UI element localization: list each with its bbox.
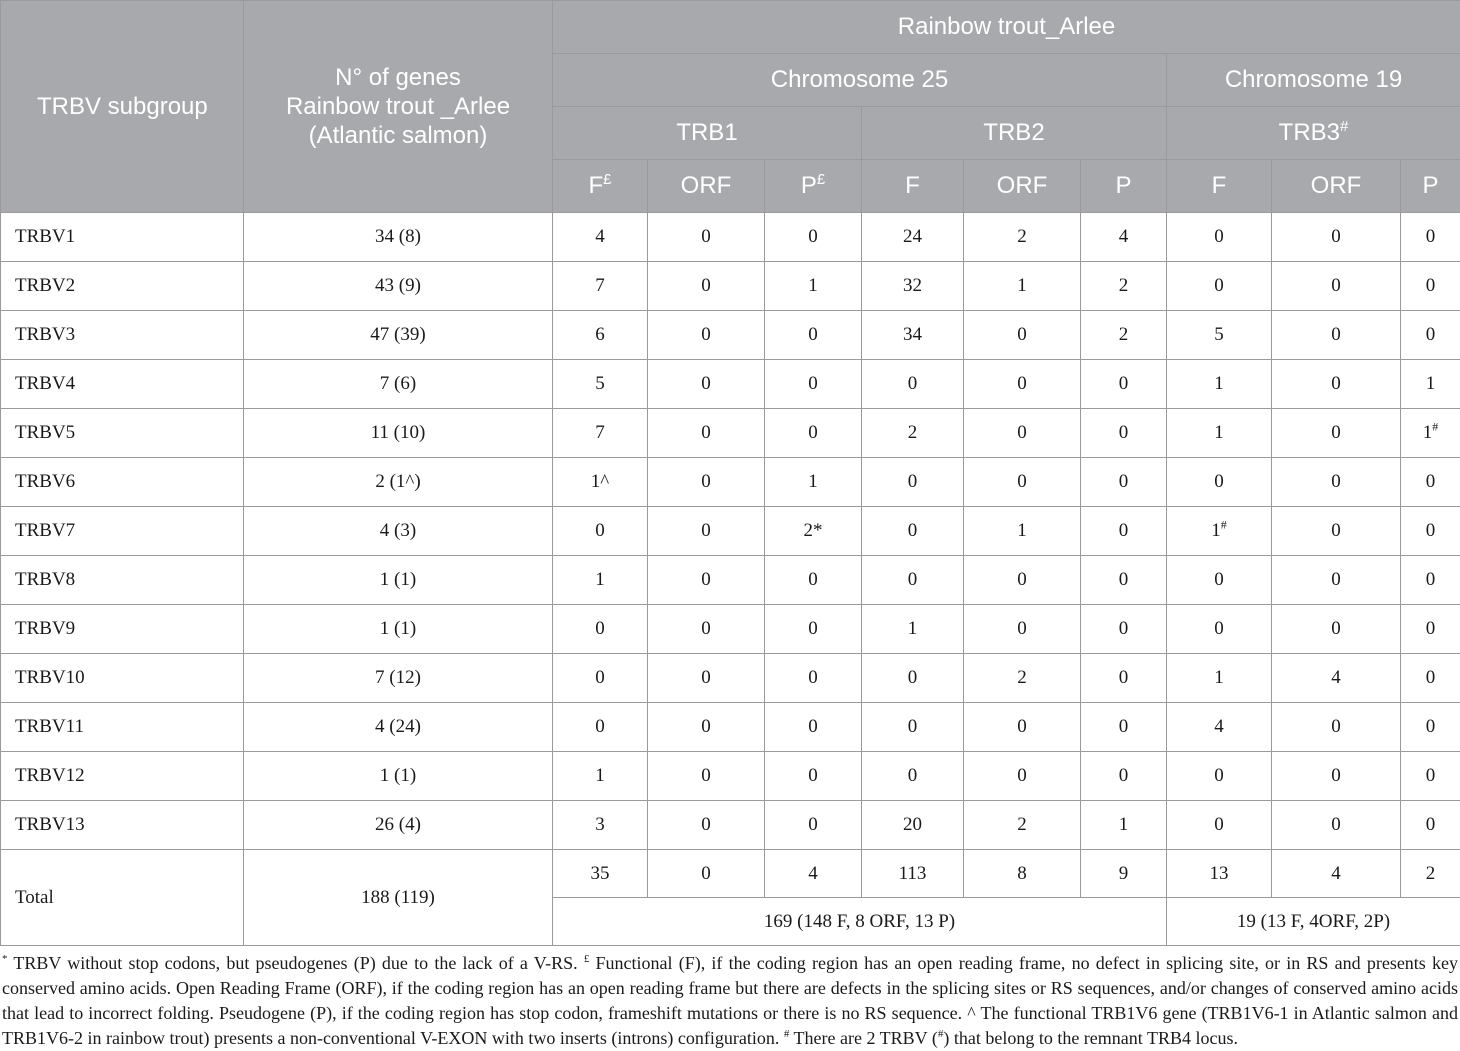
cell-trb2-orf: 1 [964,262,1081,311]
row-gene-count: 26 (4) [244,801,553,850]
cell-trb3-f: 0 [1167,262,1272,311]
row-subgroup: TRBV5 [1,409,244,458]
cell-trb1-p: 1 [765,458,862,507]
cell-trb2-f: 24 [862,213,964,262]
header-trb3-p: P [1401,160,1460,213]
table-row [1,213,1460,262]
cell-trb1-orf: 0 [648,703,765,752]
cell-trb1-orf: 0 [648,311,765,360]
cell-trb3-f: 1 [1167,360,1272,409]
cell-trb2-p: 0 [1081,556,1167,605]
cell-trb2-f: 0 [862,752,964,801]
table-row [1,752,1460,801]
row-subgroup: TRBV12 [1,752,244,801]
cell-trb2-f: 20 [862,801,964,850]
cell-trb2-orf: 2 [964,801,1081,850]
row-gene-count: 4 (24) [244,703,553,752]
cell-trb1-p: 0 [765,409,862,458]
header-trb2-orf: ORF [964,160,1081,213]
cell-trb2-orf: 0 [964,752,1081,801]
cell-trb3-orf: 0 [1272,311,1401,360]
chr19-summary: 19 (13 F, 4ORF, 2P) [1167,898,1460,946]
cell-trb1-orf: 0 [648,801,765,850]
header-subgroup: TRBV subgroup [1,1,244,213]
cell-trb3-f: 0 [1167,605,1272,654]
cell-trb1-orf: 0 [648,360,765,409]
table-row [1,360,1460,409]
total-row [1,850,1460,898]
cell-trb1-f: 1 [553,752,648,801]
cell-trb1-f: 4 [553,213,648,262]
row-subgroup: TRBV4 [1,360,244,409]
cell-trb1-orf: 0 [648,213,765,262]
cell-trb2-orf: 0 [964,605,1081,654]
cell-trb2-f: 0 [862,360,964,409]
cell-trb2-f: 34 [862,311,964,360]
cell-trb2-orf: 2 [964,654,1081,703]
cell-trb2-f: 0 [862,458,964,507]
table-row [1,409,1460,458]
row-subgroup: TRBV2 [1,262,244,311]
row-subgroup: TRBV3 [1,311,244,360]
cell-trb1-orf: 0 [648,605,765,654]
cell-trb2-orf: 0 [964,703,1081,752]
row-gene-count: 2 (1^) [244,458,553,507]
cell-trb2-p: 0 [1081,507,1167,556]
cell-trb3-orf: 0 [1272,507,1401,556]
header-trb1-orf: ORF [648,160,765,213]
cell-trb2-p: 0 [1081,458,1167,507]
cell-trb2-p: 2 [1081,311,1167,360]
cell-trb3-p: 1 [1401,360,1460,409]
header-species: Rainbow trout_Arlee [553,1,1460,54]
cell-trb2-orf: 0 [964,311,1081,360]
total-trb3-f: 13 [1167,850,1272,898]
header-trb2-f: F [862,160,964,213]
cell-trb1-f: 1^ [553,458,648,507]
row-gene-count: 11 (10) [244,409,553,458]
cell-trb3-f: 0 [1167,752,1272,801]
cell-trb1-orf: 0 [648,409,765,458]
total-trb1-p: 4 [765,850,862,898]
cell-trb3-f: 4 [1167,703,1272,752]
cell-trb1-p: 1 [765,262,862,311]
cell-trb3-orf: 0 [1272,801,1401,850]
cell-trb1-f: 1 [553,556,648,605]
cell-trb1-p: 0 [765,360,862,409]
row-subgroup: TRBV10 [1,654,244,703]
cell-trb2-p: 0 [1081,752,1167,801]
cell-trb3-f: 5 [1167,311,1272,360]
cell-trb2-f: 2 [862,409,964,458]
cell-trb3-orf: 0 [1272,752,1401,801]
row-gene-count: 7 (6) [244,360,553,409]
row-gene-count: 1 (1) [244,556,553,605]
header-trb3-orf: ORF [1272,160,1401,213]
header-trb1-f: F£ [553,160,648,213]
cell-trb1-orf: 0 [648,507,765,556]
cell-trb2-orf: 2 [964,213,1081,262]
cell-trb1-orf: 0 [648,752,765,801]
cell-trb2-f: 0 [862,703,964,752]
cell-trb3-orf: 0 [1272,703,1401,752]
cell-trb2-orf: 0 [964,458,1081,507]
total-trb3-orf: 4 [1272,850,1401,898]
table-row [1,605,1460,654]
cell-trb3-p: 0 [1401,458,1460,507]
table-body [1,213,1460,946]
cell-trb2-f: 0 [862,507,964,556]
cell-trb1-f: 0 [553,507,648,556]
cell-trb3-orf: 4 [1272,654,1401,703]
cell-trb1-f: 0 [553,654,648,703]
cell-trb3-p: 0 [1401,605,1460,654]
header-trb1: TRB1 [553,107,862,160]
cell-trb3-f: 0 [1167,213,1272,262]
table-row [1,311,1460,360]
row-subgroup: TRBV11 [1,703,244,752]
cell-trb1-f: 0 [553,703,648,752]
cell-trb2-f: 0 [862,654,964,703]
cell-trb3-orf: 0 [1272,556,1401,605]
header-trb2-p: P [1081,160,1167,213]
cell-trb2-p: 0 [1081,360,1167,409]
table-row [1,556,1460,605]
cell-trb3-orf: 0 [1272,262,1401,311]
row-subgroup: TRBV13 [1,801,244,850]
cell-trb3-p: 0 [1401,507,1460,556]
cell-trb3-orf: 0 [1272,409,1401,458]
cell-trb3-orf: 0 [1272,213,1401,262]
row-gene-count: 43 (9) [244,262,553,311]
cell-trb3-p: 0 [1401,752,1460,801]
cell-trb3-orf: 0 [1272,458,1401,507]
row-gene-count: 7 (12) [244,654,553,703]
total-trb2-f: 113 [862,850,964,898]
header-chromosome-25: Chromosome 25 [553,54,1167,107]
cell-trb1-orf: 0 [648,556,765,605]
header-trb2: TRB2 [862,107,1167,160]
cell-trb3-p: 0 [1401,703,1460,752]
chr25-summary: 169 (148 F, 8 ORF, 13 P) [553,898,1167,946]
table-row [1,654,1460,703]
cell-trb2-p: 4 [1081,213,1167,262]
cell-trb1-f: 6 [553,311,648,360]
total-genes: 188 (119) [244,850,553,946]
header-trb3: TRB3# [1167,107,1460,160]
cell-trb3-f: 0 [1167,801,1272,850]
cell-trb2-p: 0 [1081,654,1167,703]
cell-trb1-p: 0 [765,703,862,752]
row-subgroup: TRBV6 [1,458,244,507]
table-row [1,507,1460,556]
total-trb1-orf: 0 [648,850,765,898]
row-gene-count: 4 (3) [244,507,553,556]
cell-trb3-orf: 0 [1272,605,1401,654]
row-subgroup: TRBV7 [1,507,244,556]
cell-trb2-p: 1 [1081,801,1167,850]
cell-trb3-p: 0 [1401,654,1460,703]
total-trb3-p: 2 [1401,850,1460,898]
row-gene-count: 47 (39) [244,311,553,360]
header-trb1-p: P£ [765,160,862,213]
cell-trb3-f: 0 [1167,556,1272,605]
cell-trb1-f: 5 [553,360,648,409]
table-row [1,703,1460,752]
cell-trb2-orf: 1 [964,507,1081,556]
cell-trb3-p: 0 [1401,262,1460,311]
cell-trb3-f: 1# [1167,507,1272,556]
row-subgroup: TRBV8 [1,556,244,605]
cell-trb1-orf: 0 [648,654,765,703]
cell-trb1-p: 0 [765,605,862,654]
cell-trb1-f: 7 [553,409,648,458]
cell-trb1-f: 0 [553,605,648,654]
cell-trb2-orf: 0 [964,360,1081,409]
header-trb3-f: F [1167,160,1272,213]
table-row [1,801,1460,850]
cell-trb1-p: 0 [765,311,862,360]
cell-trb3-f: 1 [1167,409,1272,458]
cell-trb1-p: 0 [765,213,862,262]
table-footnote: * TRBV without stop codons, but pseudogenes (P) due to the lack of a V-RS. £ Functional (F), if the coding region has an open reading frame, no defect in splicing site, or in RS and presents key conserved amino acids. Open Reading Frame (ORF), if the coding region has an open reading frame but there are defects in the splicing sites or RS sequences, and/or changes of conserved amino acids that lead to incorrect folding. Pseudogene (P), if the coding region has stop codon, frameshift mutations or there is no RS sequence. ^ The functional TRB1V6 gene (TRB1V6-1 in Atlantic salmon and TRB1V6-2 in rainbow trout) presents a non-conventional V-EXON with two inserts (introns) configuration. # There are 2 TRBV (#) that belong to the remnant TRB4 locus. [0,946,1460,1051]
cell-trb1-p: 0 [765,556,862,605]
cell-trb2-f: 1 [862,605,964,654]
cell-trb3-f: 1 [1167,654,1272,703]
cell-trb2-f: 0 [862,556,964,605]
header-gene-count: N° of genes Rainbow trout _Arlee (Atlantic salmon) [244,1,553,213]
cell-trb3-p: 0 [1401,556,1460,605]
cell-trb3-p: 0 [1401,801,1460,850]
header-chromosome-19: Chromosome 19 [1167,54,1460,107]
cell-trb1-p: 0 [765,801,862,850]
table-row [1,458,1460,507]
row-gene-count: 34 (8) [244,213,553,262]
cell-trb1-orf: 0 [648,458,765,507]
cell-trb2-p: 0 [1081,703,1167,752]
total-trb2-p: 9 [1081,850,1167,898]
cell-trb1-p: 0 [765,752,862,801]
cell-trb2-orf: 0 [964,556,1081,605]
cell-trb1-f: 7 [553,262,648,311]
row-subgroup: TRBV1 [1,213,244,262]
cell-trb2-f: 32 [862,262,964,311]
total-trb2-orf: 8 [964,850,1081,898]
cell-trb3-p: 0 [1401,311,1460,360]
cell-trb2-p: 0 [1081,409,1167,458]
cell-trb2-orf: 0 [964,409,1081,458]
cell-trb3-orf: 0 [1272,360,1401,409]
row-subgroup: TRBV9 [1,605,244,654]
cell-trb1-f: 3 [553,801,648,850]
cell-trb2-p: 2 [1081,262,1167,311]
row-gene-count: 1 (1) [244,752,553,801]
cell-trb3-p: 0 [1401,213,1460,262]
total-trb1-f: 35 [553,850,648,898]
table-row [1,262,1460,311]
cell-trb3-f: 0 [1167,458,1272,507]
cell-trb1-orf: 0 [648,262,765,311]
cell-trb1-p: 2* [765,507,862,556]
cell-trb1-p: 0 [765,654,862,703]
cell-trb3-p: 1# [1401,409,1460,458]
row-gene-count: 1 (1) [244,605,553,654]
cell-trb2-p: 0 [1081,605,1167,654]
total-label: Total [1,850,244,946]
